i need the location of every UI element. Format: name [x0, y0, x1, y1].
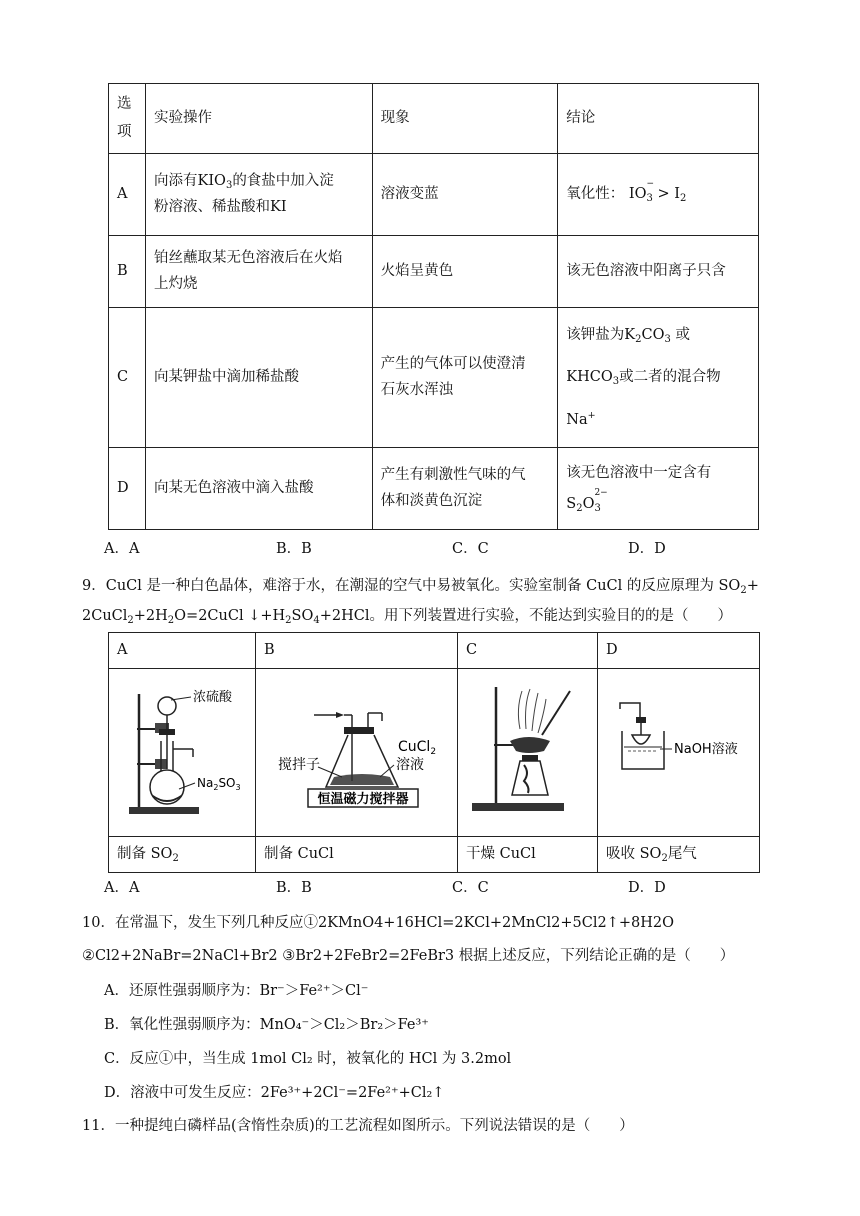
row-conclusion: 该无色溶液中一定含有 $S_2O$ 2− $_3$ [558, 448, 759, 530]
row-operation: 向某无色溶液中滴入盐酸 [145, 448, 372, 530]
header-conclusion: 结论 [558, 84, 759, 154]
label-stirrer-device: 恒温磁力搅拌器 [317, 792, 409, 807]
header-d: D [598, 633, 760, 669]
option-a[interactable]: A．A [104, 541, 140, 557]
header-b: B [256, 633, 458, 669]
q10-option-a[interactable]: A．还原性强弱顺序为：Br⁻＞Fe²⁺＞Cl⁻ [104, 983, 369, 999]
caption-b: 制备 CuCl [256, 837, 458, 873]
row-phenomenon: 产生的气体可以使澄清 石灰水浑浊 [372, 308, 558, 448]
label-conc-h2so4: 浓硫酸 [193, 690, 233, 705]
option-a[interactable]: A．A [104, 880, 140, 896]
cucl-reactor-diagram [256, 669, 457, 827]
header-option: 选 项 [109, 84, 146, 154]
apparatus-d [598, 669, 760, 837]
row-conclusion: 该钾盐为$K_2CO_3$ 或 $KHCO_3$或二者的混合物 Na+ [558, 308, 759, 448]
q8-row-d [109, 448, 759, 530]
apparatus-a [109, 669, 256, 837]
row-option: C [109, 308, 146, 448]
row-option: B [109, 236, 146, 308]
label-stir-bar: 搅拌子 [278, 757, 320, 773]
q8-options [104, 537, 704, 557]
q9-text-line2: $2CuCl_2+2H_2O=2CuCl$ $↓+H_2SO_4+2HCl$。用下列装置进行实验，不能达到实验目的的是（ ） [82, 608, 732, 626]
caption-d: 吸收 $SO_2$尾气 [598, 837, 760, 873]
apparatus-c [458, 669, 598, 837]
row-option: A [109, 154, 146, 236]
q9-image-row [109, 669, 760, 837]
so2-generator-diagram [109, 669, 255, 827]
q10-text-line1: 10．在常温下，发生下列几种反应①2KMnO4+16HCl=2KCl+2MnCl2+5Cl2↑+8H2O [82, 915, 674, 931]
row-operation: 铂丝蘸取某无色溶液后在火焰 上灼烧 [145, 236, 372, 308]
row-conclusion: 氧化性： IO − $_3 > I_2$ [558, 154, 759, 236]
row-conclusion: 该无色溶液中阳离子只含 [558, 236, 759, 308]
label-solution: 溶液 [396, 757, 424, 773]
q9-text-line1: 9．CuCl 是一种白色晶体，难溶于水，在潮湿的空气中易被氧化。实验室制备 CuCl 的反应原理为 $SO_2+$ [82, 578, 759, 596]
header-operation: 实验操作 [145, 84, 372, 154]
q10-text-line2: ②Cl2+2NaBr=2NaCl+Br2 ③Br2+2FeBr2=2FeBr3 根据上述反应，下列结论正确的是（ ） [82, 948, 735, 964]
label-cucl2: CuCl$_2$ [398, 739, 437, 757]
q10-option-d[interactable]: D．溶液中可发生反应：2Fe³⁺+2Cl⁻=2Fe²⁺+Cl₂↑ [104, 1085, 445, 1101]
row-operation: 向添有$KIO_3$的食盐中加入淀 粉溶液、稀盐酸和KI [145, 154, 372, 236]
q9-table [108, 632, 760, 873]
row-option: D [109, 448, 146, 530]
q8-row-b [109, 236, 759, 308]
q8-row-c [109, 308, 759, 448]
q9-options [104, 876, 704, 896]
label-naoh-solution: NaOH溶液 [674, 742, 738, 757]
q9-caption-row [109, 837, 760, 873]
caption-c: 干燥 CuCl [458, 837, 598, 873]
header-phenomenon: 现象 [372, 84, 558, 154]
q10-option-b[interactable]: B．氧化性强弱顺序为：MnO₄⁻＞Cl₂＞Br₂＞Fe³⁺ [104, 1017, 429, 1033]
q9-header-row [109, 633, 760, 669]
option-d[interactable]: D．D [628, 880, 666, 896]
option-c[interactable]: C．C [452, 541, 489, 557]
arrow-icon [336, 712, 344, 718]
q11-text-line1: 11．一种提纯白磷样品(含惰性杂质)的工艺流程如图所示。下列说法错误的是（ ） [82, 1118, 634, 1134]
row-phenomenon: 产生有刺激性气味的气 体和淡黄色沉淀 [372, 448, 558, 530]
option-d[interactable]: D．D [628, 541, 666, 557]
q8-header-row [109, 84, 759, 154]
drying-setup-diagram [458, 669, 597, 827]
row-phenomenon: 溶液变蓝 [372, 154, 558, 236]
header-a: A [109, 633, 256, 669]
apparatus-b [256, 669, 458, 837]
q8-table [108, 83, 759, 530]
header-c: C [458, 633, 598, 669]
option-b[interactable]: B．B [276, 541, 312, 557]
row-operation: 向某钾盐中滴加稀盐酸 [145, 308, 372, 448]
caption-a: 制备 $SO_2$ [109, 837, 256, 873]
label-na2so3: $Na_2SO_3$ [197, 776, 241, 792]
q8-row-a [109, 154, 759, 236]
option-b[interactable]: B．B [276, 880, 312, 896]
naoh-absorber-diagram [598, 669, 759, 827]
row-phenomenon: 火焰呈黄色 [372, 236, 558, 308]
option-c[interactable]: C．C [452, 880, 489, 896]
q10-option-c[interactable]: C．反应①中，当生成 1mol Cl₂ 时，被氧化的 HCl 为 3.2mol [104, 1051, 512, 1067]
